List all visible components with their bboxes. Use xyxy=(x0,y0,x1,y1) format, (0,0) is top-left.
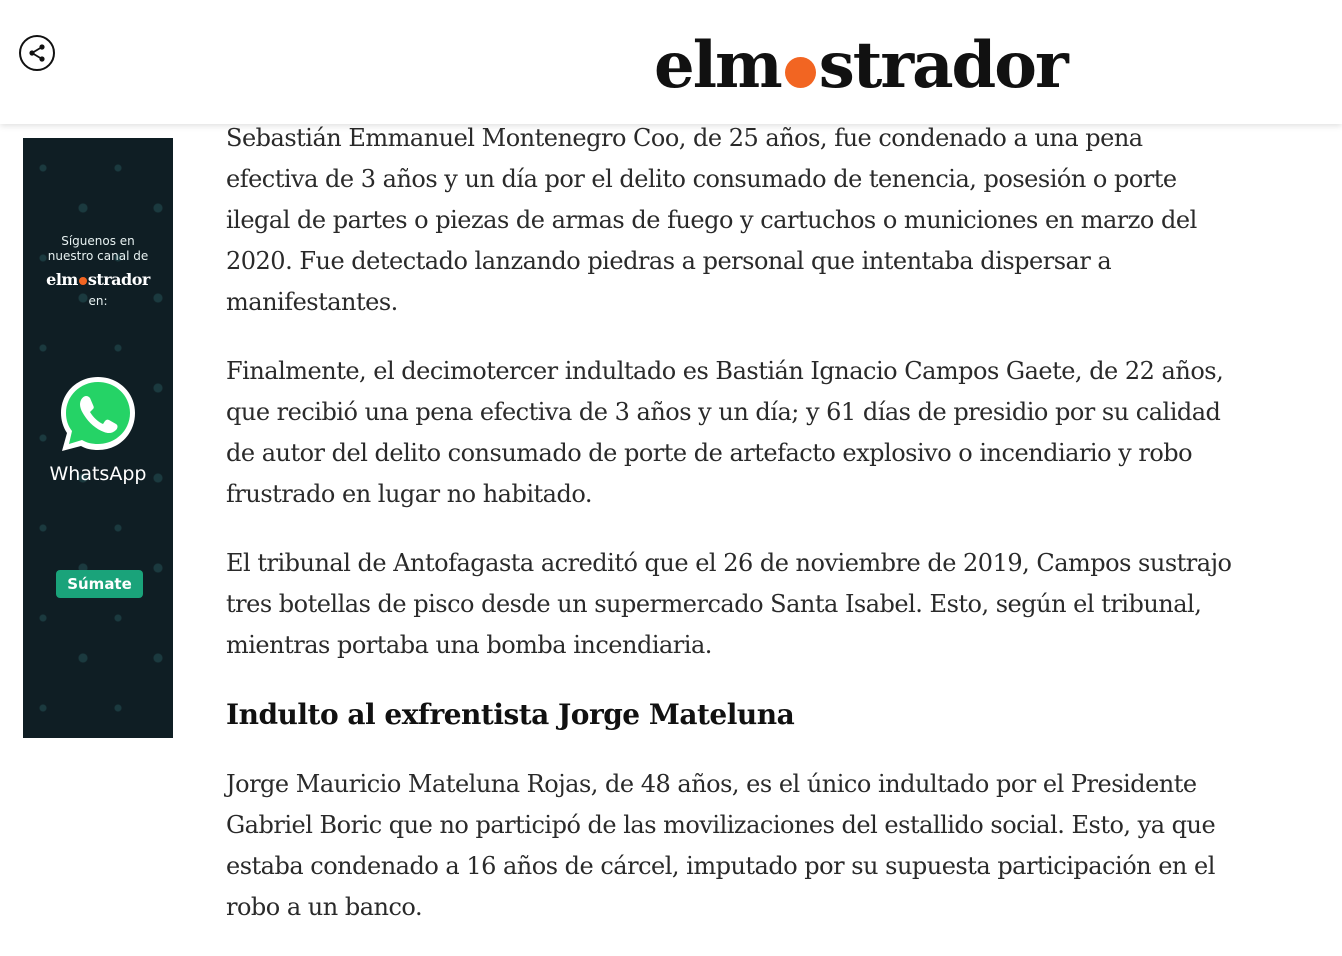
ad-logo-end: strador xyxy=(87,270,150,289)
logo-dot xyxy=(785,57,816,88)
ad-logo xyxy=(23,270,173,289)
article-body xyxy=(226,118,1236,956)
whatsapp-ad-banner[interactable] xyxy=(23,138,173,738)
ad-logo-dot xyxy=(79,277,87,285)
join-button[interactable]: Súmate xyxy=(56,570,143,598)
logo-text-start: elm xyxy=(654,28,781,103)
ad-line-2: nuestro canal de xyxy=(47,249,149,263)
ad-intro-text xyxy=(23,234,173,264)
share-icon xyxy=(27,43,47,63)
article-paragraph-4: Jorge Mauricio Mateluna Rojas, de 48 años, es el único indultado por el Presidente Gabriel Boric que no participó de las movilizaciones del estallido social. Esto, ya que estaba condenado a 16 años de cárcel, imputado por su supuesta participación en el robo a un banco. xyxy=(226,770,1216,921)
article-paragraph-3: El tribunal de Antofagasta acreditó que el 26 de noviembre de 2019, Campos sustrajo tres botellas de pisco desde un supermercado Santa Isabel. Esto, según el tribunal, mientras portaba una bomba incendiaria. xyxy=(226,549,1232,659)
ad-logo-start: elm xyxy=(46,270,78,289)
site-logo[interactable] xyxy=(654,26,1067,106)
ad-line-1: Síguenos en xyxy=(61,234,135,248)
logo-text-end: strador xyxy=(818,28,1067,103)
share-button[interactable] xyxy=(19,35,55,71)
section-heading: Indulto al exfrentista Jorge Mateluna xyxy=(226,698,795,731)
whatsapp-label: WhatsApp xyxy=(49,463,147,485)
ad-line-3: en: xyxy=(88,294,108,308)
whatsapp-icon xyxy=(56,372,140,456)
site-header xyxy=(0,0,1342,124)
article-paragraph-1: Sebastián Emmanuel Montenegro Coo, de 25 años, fue condenado a una pena efectiva de 3 años y un día por el delito consumado de tenencia, posesión o porte ilegal de partes o piezas de armas de fuego y cartuchos o municiones en marzo del 2020. Fue detectado lanzando piedras a personal que intentaba dispersar a manifestantes. xyxy=(226,124,1197,316)
article-paragraph-2: Finalmente, el decimotercer indultado es Bastián Ignacio Campos Gaete, de 22 años, que recibió una pena efectiva de 3 años y un día; y 61 días de presidio por su calidad de autor del delito consumado de porte de artefacto explosivo o incendiario y robo frustrado en lugar no habitado. xyxy=(226,357,1224,508)
